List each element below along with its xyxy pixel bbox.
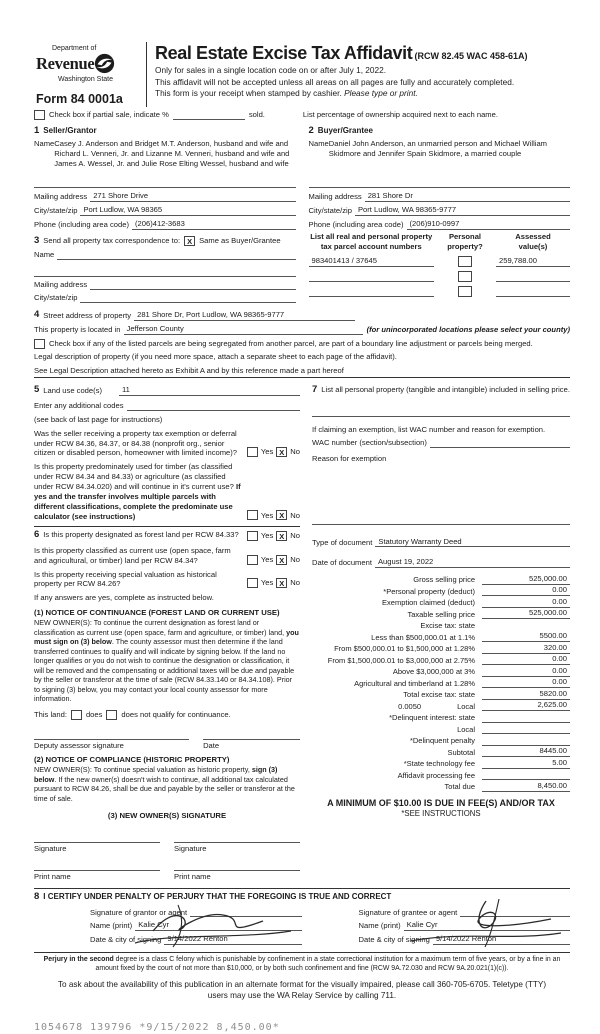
gross-selling-price-value[interactable]: 525,000.00 (482, 574, 570, 585)
new-owner-printname-line-2[interactable] (174, 863, 300, 871)
tier2-tax-value[interactable]: 320.00 (482, 643, 570, 654)
notice-compliance-title: (2) NOTICE OF COMPLIANCE (HISTORIC PROPERTY) (34, 755, 230, 765)
exemption-question: Was the seller receiving a property tax exemption or deferral under RCW 84.36, 84.37, or 84.38 (nonprofit org., senior citizen or disabled person, homeowner with limited income)? (34, 428, 238, 458)
local-tax-value[interactable]: 2,625.00 (482, 700, 570, 711)
buyer-name-value[interactable]: Daniel John Anderson, an unmarried person and Michael William Skidmore and Jennifer Spain Skidmore, a married couple (328, 139, 547, 159)
buyer-city-label: City/state/zip (308, 206, 352, 216)
segregated-label: Check box if any of the listed parcels are being segregated from another parcel, are part of a boundary line adjustment or parcels being merged. (49, 338, 533, 348)
section-2-number: 2 (308, 124, 314, 136)
form-number: Form 84 0001a (36, 91, 123, 106)
grantee-date-value[interactable]: 9/14/2022 Renton (433, 934, 570, 945)
buyer-grantee-section (309, 120, 571, 230)
personal-property-col-header2: property? (447, 241, 483, 251)
historical-no-checkbox[interactable]: X (276, 578, 287, 588)
parcel-row (309, 254, 571, 267)
does-not-label: does not qualify for continuance. (121, 709, 231, 719)
new-owner-signature-line-2[interactable] (174, 835, 300, 843)
current-use-yes-checkbox[interactable] (247, 555, 258, 565)
grantor-name-label: Name (print) (90, 921, 133, 931)
total-state-excise-value[interactable]: 5820.00 (482, 689, 570, 700)
certification-title: I CERTIFY UNDER PENALTY OF PERJURY THAT THE FOREGOING IS TRUE AND CORRECT (43, 892, 392, 902)
tier3-tax-value[interactable]: 0.00 (482, 654, 570, 665)
tax-correspondence-section (34, 230, 296, 303)
forest-yes-checkbox[interactable] (247, 531, 258, 541)
ownership-percentage-note: List percentage of ownership acquired next to each name. (302, 110, 498, 120)
partial-sale-sold-label: sold. (248, 110, 265, 120)
see-instructions-note: *SEE INSTRUCTIONS (401, 809, 481, 819)
exemption-wac-note: If claiming an exemption, list WAC number and reason for exemption. (312, 424, 546, 434)
form-title: Real Estate Excise Tax Affidavit (155, 43, 413, 63)
historical-yes-checkbox[interactable] (247, 578, 258, 588)
cashier-stamp: 1054678 139796 *9/15/2022 8,450.00* (34, 1022, 280, 1034)
grantor-date-value[interactable]: 9/14/2022 Renton (164, 934, 301, 945)
grantor-signature-field[interactable] (190, 908, 301, 917)
section-divider (34, 526, 300, 527)
unincorporated-note: (for unincorporated locations please select your county) (366, 325, 570, 335)
grantee-signature-field[interactable] (460, 908, 570, 917)
tax-label: *Delinquent penalty (409, 736, 475, 746)
located-in-value[interactable]: Jefferson County (124, 324, 363, 335)
new-owner-printname-line-1[interactable] (34, 863, 160, 871)
legal-description-label: Legal description of property (if you need more space, attach a separate sheet to each page of the affidavit). (34, 351, 397, 361)
correspondence-city-label: City/state/zip (34, 292, 78, 302)
section-1-title: Seller/Grantor (43, 125, 97, 135)
exemption-claimed-value[interactable]: 0.00 (482, 597, 570, 608)
logo-revenue-wordmark: Revenue (36, 54, 95, 74)
local-rate: 0.0050 (398, 701, 422, 711)
doc-date-value[interactable]: August 19, 2022 (375, 557, 570, 568)
property-address-section (34, 309, 570, 378)
seller-phone-value[interactable]: (206)412-3683 (132, 219, 296, 230)
personal-property-checkbox[interactable] (458, 271, 472, 282)
timber-question: Is this property predominately used for timber (as classified under RCW 84.34 and 84.33) or agriculture (as classified under RCW 84.34.020) and will continue in it's current use? If yes and the transfer involves multiple parcels with different classifications, complete the predominate use calculator (see instructions) (34, 462, 241, 521)
exemption-yesno (247, 447, 300, 458)
signature-label: Signature (34, 844, 67, 854)
taxable-selling-price-value[interactable]: 525,000.00 (482, 608, 570, 619)
current-use-no-checkbox[interactable]: X (276, 555, 287, 565)
print-name-label: Print name (174, 872, 211, 882)
doc-type-label: Type of document (312, 537, 373, 547)
personal-property-list-field[interactable] (312, 408, 570, 417)
grantor-name-value[interactable]: Kalie Cyr (135, 920, 301, 931)
notice-compliance-body: NEW OWNER(S): To continue special valuation as historic property, sign (3) below. If the new owner(s) doesn't wish to continue, all additional tax calculated pursuant to RCW 84.26, shall be due and payable by the seller or transferor at the time of sale. (34, 765, 295, 803)
tax-label: Local (457, 724, 475, 734)
section-3-number: 3 (34, 234, 40, 246)
correspondence-name-label: Name (34, 250, 55, 260)
personal-property-checkbox[interactable] (458, 286, 472, 297)
yes-label: Yes (260, 510, 274, 520)
street-address-label: Street address of property (43, 311, 132, 321)
dor-logo (34, 42, 146, 107)
tax-label: Taxable selling price (407, 609, 475, 619)
land-use-value[interactable]: 11 (119, 385, 300, 396)
buyer-mailing-value[interactable]: 281 Shore Dr (365, 191, 570, 202)
delinquent-interest-local-field[interactable] (482, 733, 570, 734)
does-label: does (85, 709, 103, 719)
parcel-col-header: List all real and personal property (310, 231, 433, 241)
yes-label: Yes (260, 554, 274, 564)
buyer-name-label: Name (308, 139, 329, 149)
current-use-yesno (247, 555, 300, 566)
subtitle-1: Only for sales in a single location code on or after July 1, 2022. (155, 65, 387, 76)
perjury-bold-lead: Perjury in the second (43, 956, 114, 964)
form-title-rcw: (RCW 82.45 WAC 458-61A) (414, 51, 528, 61)
seller-name-label: Name (34, 139, 55, 149)
subtitle-2: This affidavit will not be accepted unless all areas on all pages are fully and accurately completed. (155, 76, 515, 87)
section-1-number: 1 (34, 124, 40, 136)
if-any-yes-note: If any answers are yes, complete as instructed below. (34, 593, 214, 603)
parcel-number-field[interactable] (309, 296, 435, 297)
tax-label: Above $3,000,000 at 3% (392, 667, 475, 677)
parcel-number-field[interactable]: 983401413 / 37645 (309, 256, 435, 267)
section-6-number: 6 (34, 529, 40, 541)
print-name-label: Print name (34, 872, 71, 882)
grantor-date-label: Date & city of signing (90, 935, 162, 945)
timber-yesno (247, 510, 300, 521)
additional-codes-field[interactable] (127, 402, 301, 411)
seller-city-label: City/state/zip (34, 206, 78, 216)
buyer-name-extra-line[interactable] (309, 179, 571, 188)
certification-section (34, 888, 570, 945)
subtotal-value[interactable]: 8445.00 (482, 746, 570, 757)
section-2-title: Buyer/Grantee (317, 125, 373, 135)
personal-property-col-header: Personal (448, 231, 482, 241)
legal-description-value[interactable]: See Legal Description attached hereto as Exhibit A and by this reference made a part hereof (34, 366, 570, 378)
timber-question-bold: If yes and the transfer involves multiple parcels with different classifications, complete the predominate use calculator (see instructions) (34, 482, 241, 521)
notice-continuance-body: NEW OWNER(S): To continue the current designation as forest land or classification as current use (open space, farm and agriculture, or timber) land, you must sign on (3) below. The county assessor must then determine if the land transferred continues to qualify and will indicate by signing below. If the land no longer qualifies or you do not wish to continue the designation or classification, it will be removed and the compensating or additional taxes will be due and payable by the seller or transferor at the time of sale (RCW 84.33.140 or 84.34.108). Prior to signing (3) below, you may contact your local county assessor for more information. (34, 618, 299, 704)
assessed-value-col-header2: value(s) (518, 241, 548, 251)
same-as-buyer-label: Same as Buyer/Grantee (199, 236, 281, 246)
new-owner-signature-line-1[interactable] (34, 835, 160, 843)
partial-sale-percent-field[interactable] (173, 111, 245, 120)
section-4-number: 4 (34, 308, 40, 320)
does-not-qualify-checkbox[interactable] (106, 710, 117, 720)
historical-question: Is this property receiving special valuation as historical property per RCW 84.26? (34, 569, 217, 589)
grantee-signature-block (315, 905, 571, 946)
parcel-row (309, 269, 571, 282)
no-label: No (290, 530, 300, 540)
correspondence-mailing-field[interactable] (90, 281, 295, 290)
section-7-number: 7 (312, 383, 318, 395)
reason-for-exemption-label: Reason for exemption (312, 453, 387, 463)
logo-dept-line: Department of (52, 45, 97, 52)
partial-sale-label: Check box if partial sale, indicate % (49, 110, 169, 120)
buyer-phone-label: Phone (including area code) (308, 219, 404, 229)
form-header (34, 42, 570, 107)
tax-label: Subtotal (447, 747, 475, 757)
buyer-phone-value[interactable]: (206)910-0997 (407, 219, 571, 230)
this-land-label: This land: (34, 709, 67, 719)
minimum-due-notice: A MINIMUM OF $10.00 IS DUE IN FEE(S) AND/OR TAX (327, 797, 555, 808)
tax-label: *Personal property (deduct) (383, 586, 475, 596)
section-8-number: 8 (34, 891, 40, 903)
assessed-value-field[interactable] (496, 296, 570, 297)
no-label: No (290, 510, 300, 520)
subtitle-3: This form is your receipt when stamped by cashier. Please type or print. (155, 87, 418, 98)
does-qualify-checkbox[interactable] (71, 710, 82, 720)
tax-label: *State technology fee (403, 759, 475, 769)
buyer-mailing-label: Mailing address (308, 192, 362, 202)
state-technology-fee-value[interactable]: 5.00 (482, 758, 570, 769)
delinquent-interest-state-field[interactable] (482, 722, 570, 723)
additional-codes-label: Enter any additional codes (34, 400, 124, 410)
parcel-row (309, 284, 571, 297)
logo-state-line: Washington State (58, 75, 113, 83)
correspondence-city-field[interactable] (80, 294, 295, 303)
assessed-value-field[interactable] (496, 281, 570, 282)
wac-number-field[interactable] (430, 439, 570, 448)
tax-label: Total excise tax: state (403, 690, 475, 700)
current-use-question: Is this property classified as current use (open space, farm and agricultural, or timber) land per RCW 84.34? (34, 545, 231, 565)
deputy-date-line[interactable] (203, 732, 300, 740)
seller-phone-label: Phone (including area code) (34, 219, 129, 229)
signature-label: Signature (174, 844, 207, 854)
total-due-value[interactable]: 8,450.00 (482, 781, 570, 792)
seller-mailing-value[interactable]: 271 Shore Drive (90, 191, 295, 202)
correspondence-name-field[interactable] (57, 251, 295, 260)
same-as-buyer-checkbox[interactable]: X (184, 236, 195, 246)
reason-for-exemption-field[interactable] (312, 516, 570, 525)
alternate-format-notice: To ask about the availability of this publication in an alternate format for the visually impaired, please call 360-705-6705. Teletype (TTY) users may use the WA Relay Service by calling 711. (57, 980, 547, 1000)
excise-tax-table (312, 574, 570, 792)
forest-yesno (247, 531, 300, 542)
tax-label: Less than $500,000.01 at 1.1% (371, 632, 475, 642)
grantee-name-label: Name (print) (358, 921, 401, 931)
parcel-number-field[interactable] (309, 281, 435, 282)
section-5-number: 5 (34, 383, 40, 395)
tax-label: Exemption claimed (deduct) (382, 598, 475, 608)
parcel-table-section (309, 230, 571, 303)
notice-continuance-bold: you must sign on (3) below (34, 627, 299, 647)
timber-yes-checkbox[interactable] (247, 510, 258, 520)
exemption-yes-checkbox[interactable] (247, 447, 258, 457)
doc-date-label: Date of document (312, 558, 372, 568)
buyer-city-value[interactable]: Port Ludlow, WA 98365-9777 (355, 205, 570, 216)
personal-property-intro: List all personal property (tangible and intangible) included in selling price. (321, 384, 570, 394)
correspondence-extra-line[interactable] (34, 268, 296, 277)
revenue-swirl-icon (94, 53, 115, 74)
doc-type-value[interactable]: Statutory Warranty Deed (375, 537, 570, 548)
wac-number-label: WAC number (section/subsection) (312, 437, 427, 447)
type-or-print-note: Please type or print. (341, 87, 418, 98)
deputy-date-label: Date (203, 740, 220, 750)
tax-label: Gross selling price (413, 575, 475, 585)
parcel-col-header2: tax parcel account numbers (320, 241, 422, 251)
segregated-checkbox[interactable] (34, 339, 45, 349)
continuance-qualify-row (34, 710, 300, 720)
tax-label: Total due (444, 782, 475, 792)
historical-yesno (247, 578, 300, 589)
correspondence-mailing-label: Mailing address (34, 280, 88, 289)
tier1-tax-value[interactable]: 5500.00 (482, 631, 570, 642)
seller-grantor-section (34, 120, 296, 230)
deputy-assessor-label: Deputy assessor signature (34, 740, 124, 750)
forest-no-checkbox[interactable]: X (276, 531, 287, 541)
notice-compliance-bold: sign (3) below (34, 765, 278, 784)
new-owner-signature-title: (3) NEW OWNER(S) SIGNATURE (107, 811, 227, 821)
assessed-value-col-header: Assessed (515, 231, 551, 241)
no-label: No (290, 554, 300, 564)
personal-property-deduct-value[interactable]: 0.00 (482, 585, 570, 596)
seller-name-value[interactable]: Casey J. Anderson and Bridget M.T. Anderson, husband and wife and Richard L. Venneri, Jr. and Lizanne M. Venneri, husband and wife and James A. Wessel, Jr. and Julie Rose Elting Wessel, husband and wife (54, 139, 290, 168)
footer-divider (34, 952, 570, 953)
land-use-section (34, 380, 300, 883)
correspondence-label: Send all property tax correspondence to: (43, 236, 181, 246)
seller-mailing-label: Mailing address (34, 192, 88, 202)
tier4-tax-value[interactable]: 0.00 (482, 666, 570, 677)
see-back-note: (see back of last page for instructions) (34, 414, 163, 424)
exemption-no-checkbox[interactable]: X (276, 447, 287, 457)
no-label: No (290, 447, 300, 457)
personal-property-tax-section (312, 380, 570, 883)
seller-city-value[interactable]: Port Ludlow, WA 98365 (80, 205, 295, 216)
tax-label: Affidavit processing fee (397, 770, 475, 780)
title-block (146, 42, 570, 107)
tax-label: Agricultural and timberland at 1.28% (354, 678, 475, 688)
tax-label: From $1,500,000.01 to $3,000,000 at 2.75% (327, 655, 475, 665)
grantee-date-label: Date & city of signing (358, 935, 430, 945)
agricultural-tax-value[interactable]: 0.00 (482, 677, 570, 688)
grantee-name-value[interactable]: Kalie Cyr (404, 920, 570, 931)
yes-label: Yes (260, 530, 274, 540)
yes-label: Yes (260, 578, 274, 588)
partial-sale-row (34, 110, 570, 120)
local-rate-row: 0.0050 Local (398, 701, 475, 711)
land-use-label: Land use code(s) (43, 386, 102, 396)
grantee-sig-label: Signature of grantee or agent (358, 907, 458, 917)
grantor-signature-block (34, 905, 302, 946)
yes-label: Yes (260, 447, 274, 457)
parcel-table-header (309, 232, 571, 252)
forest-question: Is this property designated as forest land per RCW 84.33? (43, 530, 239, 540)
located-in-label: This property is located in (34, 325, 121, 335)
personal-property-checkbox[interactable] (458, 256, 472, 267)
partial-sale-checkbox[interactable] (34, 110, 45, 120)
forest-land-section (34, 529, 300, 541)
grantor-sig-label: Signature of grantor or agent (90, 907, 188, 917)
notice-continuance-title: (1) NOTICE OF CONTINUANCE (FOREST LAND OR CURRENT USE) (34, 608, 280, 618)
timber-no-checkbox[interactable]: X (276, 510, 287, 520)
excise-tax-state-header: Excise tax: state (420, 621, 475, 631)
tax-label: *Delinquent interest: state (389, 713, 475, 723)
perjury-notice: Perjury in the second degree is a class C felony which is punishable by confinement in a state correctional institution for a maximum term of five years, or by a fine in an amount fixed by the court of not more than $10,000, or by both such confinement and fine (RCW 9A.72.030 and RCW 9A.20.021(1)(c)). (43, 956, 561, 973)
seller-name-extra-line[interactable] (34, 179, 296, 188)
tax-label: From $500,000.01 to $1,500,000 at 1.28% (334, 644, 475, 654)
deputy-assessor-signature-line[interactable] (34, 732, 189, 740)
assessed-value-field[interactable]: 259,788.00 (496, 256, 570, 267)
street-address-value[interactable]: 281 Shore Dr, Port Ludlow, WA 98365-9777 (134, 310, 355, 321)
no-label: No (290, 578, 300, 588)
